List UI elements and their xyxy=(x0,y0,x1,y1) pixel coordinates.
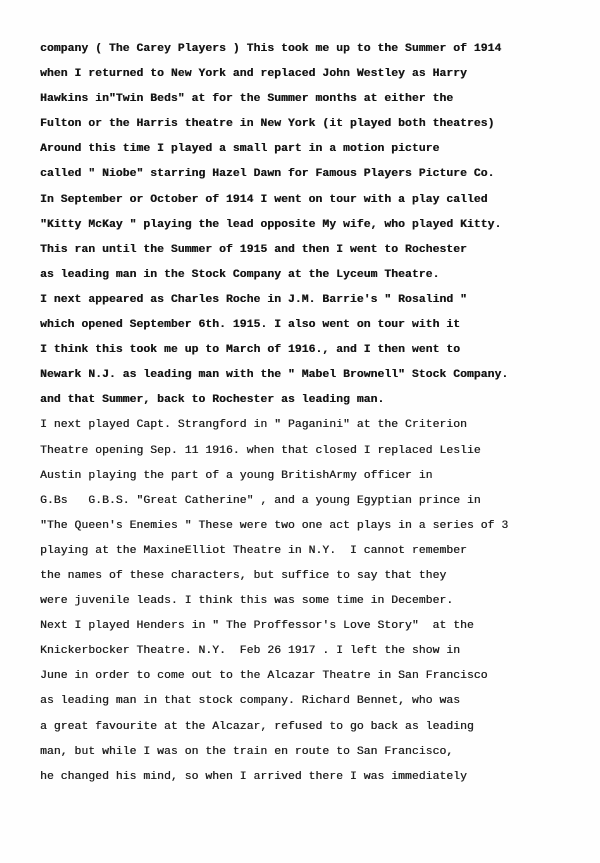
text-line: I next appeared as Charles Roche in J.M. Barrie's " Rosalind " xyxy=(40,293,467,306)
text-line: I next played Capt. Strangford in " Paganini" at the Criterion xyxy=(40,419,467,432)
typescript-text-block xyxy=(40,37,585,782)
text-line: Next I played Henders in " The Proffessor's Love Story" at the xyxy=(40,620,474,633)
text-line: Around this time I played a small part in a motion picture xyxy=(40,143,440,156)
text-line: when I returned to New York and replaced John Westley as Harry xyxy=(40,68,467,81)
text-line: G.Bs G.B.S. "Great Catherine" , and a young Egyptian prince in xyxy=(40,494,481,507)
text-line: playing at the MaxineElliot Theatre in N.Y. I cannot remember xyxy=(40,544,467,557)
text-line: Theatre opening Sep. 11 1916. when that closed I replaced Leslie xyxy=(40,444,481,457)
text-line: I think this took me up to March of 1916., and I then went to xyxy=(40,344,461,357)
text-line: Knickerbocker Theatre. N.Y. Feb 26 1917 . I left the show in xyxy=(40,645,461,658)
text-line: This ran until the Summer of 1915 and then I went to Rochester xyxy=(40,243,467,256)
text-line: June in order to come out to the Alcazar Theatre in San Francisco xyxy=(40,670,488,683)
text-line: Newark N.J. as leading man with the " Mabel Brownell" Stock Company. xyxy=(40,369,509,382)
text-line: and that Summer, back to Rochester as leading man. xyxy=(40,394,385,407)
text-line: the names of these characters, but suffice to say that they xyxy=(40,569,447,582)
text-line: Fulton or the Harris theatre in New York (it played both theatres) xyxy=(40,118,495,131)
text-line: which opened September 6th. 1915. I also went on tour with it xyxy=(40,319,461,332)
text-line: Austin playing the part of a young BritishArmy officer in xyxy=(40,469,433,482)
text-line: company ( The Carey Players ) This took me up to the Summer of 1914 xyxy=(40,43,502,55)
text-line: "The Queen's Enemies " These were two one act plays in a series of 3 xyxy=(40,519,509,532)
text-line: as leading man in the Stock Company at the Lyceum Theatre. xyxy=(40,268,440,281)
text-line: called " Niobe" starring Hazel Dawn for Famous Players Picture Co. xyxy=(40,168,495,181)
text-line: man, but while I was on the train en route to San Francisco, xyxy=(40,745,454,758)
text-line: were juvenile leads. I think this was some time in December. xyxy=(40,595,454,608)
text-line: In September or October of 1914 I went on tour with a play called xyxy=(40,193,488,206)
text-line: Hawkins in"Twin Beds" at for the Summer months at either the xyxy=(40,93,454,106)
text-line: as leading man in that stock company. Richard Bennet, who was xyxy=(40,695,461,708)
text-line: a great favourite at the Alcazar, refused to go back as leading xyxy=(40,720,474,733)
text-line: "Kitty McKay " playing the lead opposite My wife, who played Kitty. xyxy=(40,218,502,231)
text-line-partially-cut: he changed his mind, so when I arrived there I was immediately xyxy=(40,770,467,782)
